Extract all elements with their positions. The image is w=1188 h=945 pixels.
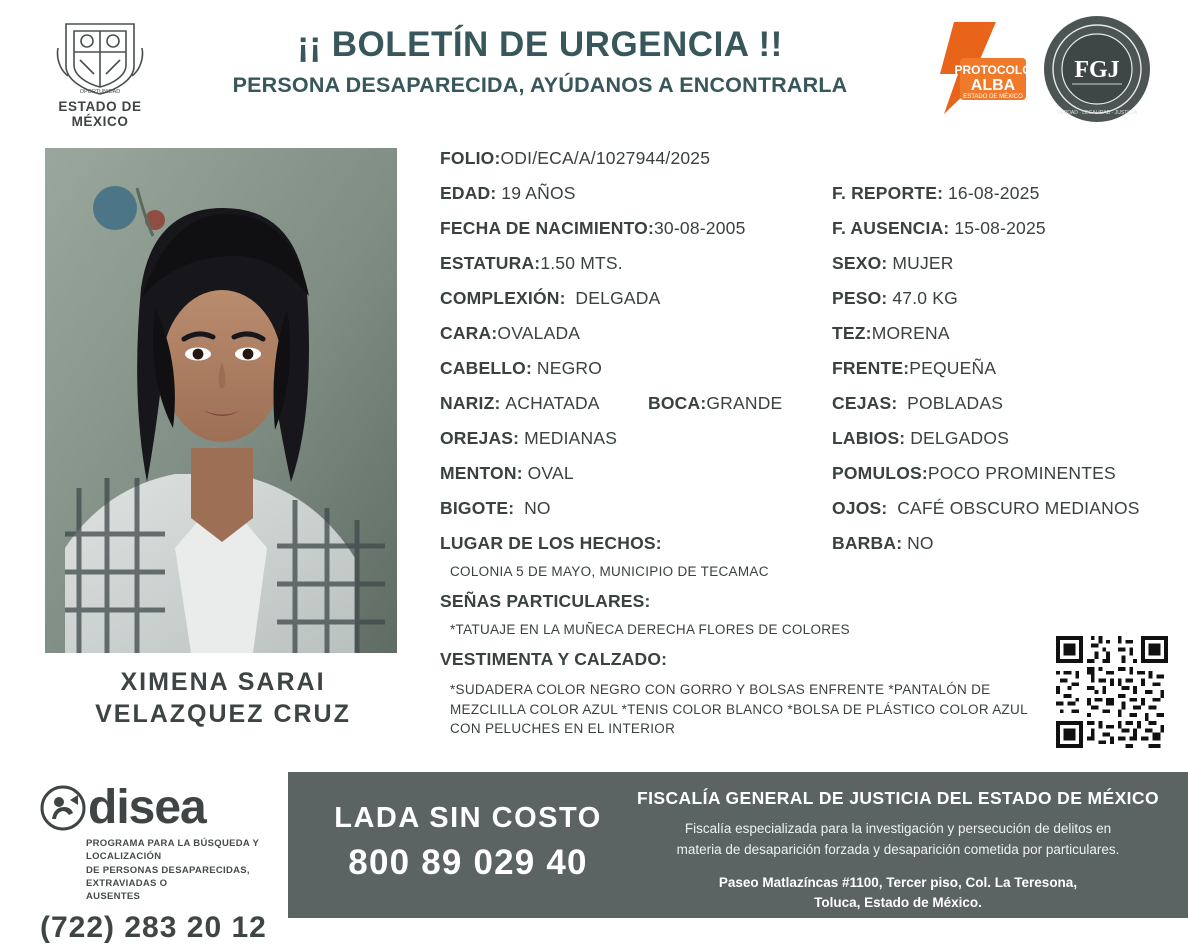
field-frente-label: FRENTE: [832, 358, 910, 378]
field-complexion-value: DELGADA [575, 288, 661, 308]
person-photo [45, 148, 397, 653]
field-f-ausencia [832, 218, 1046, 239]
field-orejas-value: MEDIANAS [524, 428, 618, 448]
qr-code[interactable] [1056, 636, 1168, 748]
field-barba-label: BARBA: [832, 533, 903, 553]
coat-of-arms-icon [54, 14, 146, 96]
toll-free-label: LADA SIN COSTO [334, 802, 602, 834]
field-nariz-label: NARIZ: [440, 393, 501, 413]
field-boca-label: BOCA: [648, 393, 707, 413]
disea-description [86, 837, 290, 903]
state-label: ESTADO DE MÉXICO [58, 99, 142, 129]
field-f-reporte-label: F. REPORTE: [832, 183, 944, 203]
field-edad-value: 19 AÑOS [501, 183, 576, 203]
field-labios-label: LABIOS: [832, 428, 906, 448]
field-peso-label: PESO: [832, 288, 888, 308]
fgj-description [618, 819, 1178, 861]
field-nariz-value: ACHATADA [505, 393, 600, 413]
field-sexo-label: SEXO: [832, 253, 888, 273]
field-cejas-value: POBLADAS [907, 393, 1004, 413]
field-bigote [440, 498, 551, 519]
field-pomulos-value: POCO PROMINENTES [927, 463, 1116, 483]
field-cara-value: OVALADA [497, 323, 581, 343]
field-frente-value: PEQUEÑA [909, 358, 997, 378]
field-estatura [440, 253, 623, 274]
disea-phone[interactable]: (722) 283 20 12 [40, 911, 267, 945]
fgj-description-line2: materia de desaparición forzada y desaparición cometida por particulares. [676, 841, 1120, 857]
person-name-line2: VELAZQUEZ CRUZ [95, 700, 351, 728]
field-vestimenta [440, 649, 667, 670]
field-lugar-hechos-label: LUGAR DE LOS HECHOS: [440, 533, 662, 553]
field-senas-particulares-value: *TATUAJE EN LA MUÑECA DERECHA FLORES DE COLORES [450, 622, 850, 637]
disea-description-line3: AUSENTES [86, 891, 141, 903]
field-lugar-hechos-value: COLONIA 5 DE MAYO, MUNICIPIO DE TECAMAC [450, 564, 769, 579]
fgj-info-block [618, 788, 1178, 913]
field-cejas [832, 393, 1003, 414]
fgj-address [618, 873, 1178, 914]
disea-wordmark: disea [88, 781, 206, 834]
field-f-reporte [832, 183, 1040, 204]
svg-text:FGJ: FGJ [1074, 57, 1120, 83]
field-ojos-label: OJOS: [832, 498, 888, 518]
field-tez [832, 323, 950, 344]
field-lugar-hechos [440, 533, 662, 554]
field-boca [648, 393, 782, 414]
person-name-line1: XIMENA SARAI [120, 668, 326, 696]
field-boca-value: GRANDE [706, 393, 783, 413]
field-peso-value: 47.0 KG [892, 288, 958, 308]
field-labios-value: DELGADOS [910, 428, 1010, 448]
field-menton [440, 463, 574, 484]
field-f-ausencia-value: 15-08-2025 [954, 218, 1046, 238]
disea-logo [40, 781, 290, 834]
field-fecha-nacimiento-value: 30-08-2005 [654, 218, 746, 238]
field-menton-value: OVAL [527, 463, 574, 483]
field-bigote-value: NO [524, 498, 551, 518]
svg-text:ESTADO DE MÉXICO: ESTADO DE MÉXICO [963, 94, 1023, 100]
header-title-block [180, 26, 900, 98]
field-sexo [832, 253, 954, 274]
field-sexo-value: MUJER [892, 253, 954, 273]
field-f-reporte-value: 16-08-2025 [947, 183, 1040, 203]
field-cabello-label: CABELLO: [440, 358, 533, 378]
field-fecha-nacimiento [440, 218, 746, 239]
page-title: ¡¡ BOLETÍN DE URGENCIA !! [297, 25, 783, 64]
field-barba-value: NO [907, 533, 934, 553]
person-name [30, 666, 416, 730]
page-subtitle: PERSONA DESAPARECIDA, AYÚDANOS A ENCONTRARLA [232, 72, 848, 97]
field-ojos [832, 498, 1140, 519]
field-orejas [440, 428, 617, 449]
field-senas-particulares-label: SEÑAS PARTICULARES: [440, 591, 651, 611]
field-estatura-label: ESTATURA: [440, 253, 541, 273]
field-cara [440, 323, 580, 344]
disea-person-icon [40, 785, 86, 831]
field-f-ausencia-label: F. AUSENCIA: [832, 218, 950, 238]
toll-free-block [308, 802, 628, 883]
field-vestimenta-value: *SUDADERA COLOR NEGRO CON GORRO Y BOLSAS ENFRENTE *PANTALÓN DE MEZCLILLA COLOR AZUL *TENIS COLOR BLANCO *BOLSA DE PLÁSTICO COLOR AZUL CON PELUCHES EN EL INTERIOR [450, 682, 1028, 737]
fgj-description-line1: Fiscalía especializada para la investigación y persecución de delitos en [684, 821, 1112, 836]
field-peso [832, 288, 958, 309]
footer-bar [288, 772, 1188, 918]
field-fecha-nacimiento-label: FECHA DE NACIMIENTO: [440, 218, 654, 238]
field-folio-value: ODI/ECA/A/1027944/2025 [500, 148, 711, 168]
fgj-address-line2: Toluca, Estado de México. [814, 895, 982, 911]
bulletin-header [0, 0, 1188, 128]
field-edad-label: EDAD: [440, 183, 497, 203]
field-complexion [440, 288, 660, 309]
field-folio [440, 148, 710, 169]
field-senas-particulares [440, 591, 651, 612]
field-cabello-value: NEGRO [536, 358, 603, 378]
svg-text:VERDAD · LEGALIDAD · JUSTICIA: VERDAD · LEGALIDAD · JUSTICIA [1056, 110, 1138, 116]
disea-block [40, 781, 290, 945]
svg-text:PROTOCOLO: PROTOCOLO [954, 63, 1032, 77]
field-pomulos-label: POMULOS: [832, 463, 928, 483]
toll-free-number[interactable]: 800 89 029 40 [348, 843, 588, 882]
field-estatura-value: 1.50 MTS. [540, 253, 623, 273]
svg-text:OPORTUNIDAD: OPORTUNIDAD [79, 89, 121, 95]
fgj-logo-icon [1042, 14, 1152, 124]
person-photo-image [45, 148, 397, 653]
person-details [440, 140, 1160, 737]
field-tez-value: MORENA [871, 323, 950, 343]
field-complexion-label: COMPLEXIÓN: [440, 288, 566, 308]
field-barba [832, 533, 934, 554]
field-folio-label: FOLIO: [440, 148, 501, 168]
protocolo-alba-logo-icon [900, 18, 1032, 118]
field-labios [832, 428, 1009, 449]
field-nariz [440, 393, 600, 414]
fgj-title: FISCALÍA GENERAL DE JUSTICIA DEL ESTADO DE MÉXICO [637, 788, 1159, 808]
field-cejas-label: CEJAS: [832, 393, 898, 413]
field-ojos-value: CAFÉ OBSCURO MEDIANOS [897, 498, 1140, 518]
field-orejas-label: OREJAS: [440, 428, 520, 448]
svg-text:ALBA: ALBA [970, 77, 1016, 94]
field-menton-label: MENTON: [440, 463, 523, 483]
fgj-address-line1: Paseo Matlazíncas #1100, Tercer piso, Col. La Teresona, [718, 874, 1078, 890]
field-frente [832, 358, 996, 379]
field-cara-label: CARA: [440, 323, 498, 343]
bulletin-footer [0, 772, 1188, 945]
field-bigote-label: BIGOTE: [440, 498, 515, 518]
field-cabello [440, 358, 602, 379]
disea-description-line2: DE PERSONAS DESAPARECIDAS, EXTRAVIADAS O [86, 864, 250, 889]
field-pomulos [832, 463, 1116, 484]
field-tez-label: TEZ: [832, 323, 872, 343]
field-edad [440, 183, 576, 204]
disea-description-line1: PROGRAMA PARA LA BÚSQUEDA Y LOCALIZACIÓN [86, 838, 259, 863]
field-vestimenta-label: VESTIMENTA Y CALZADO: [440, 649, 668, 669]
state-coat-of-arms-block [30, 14, 170, 129]
